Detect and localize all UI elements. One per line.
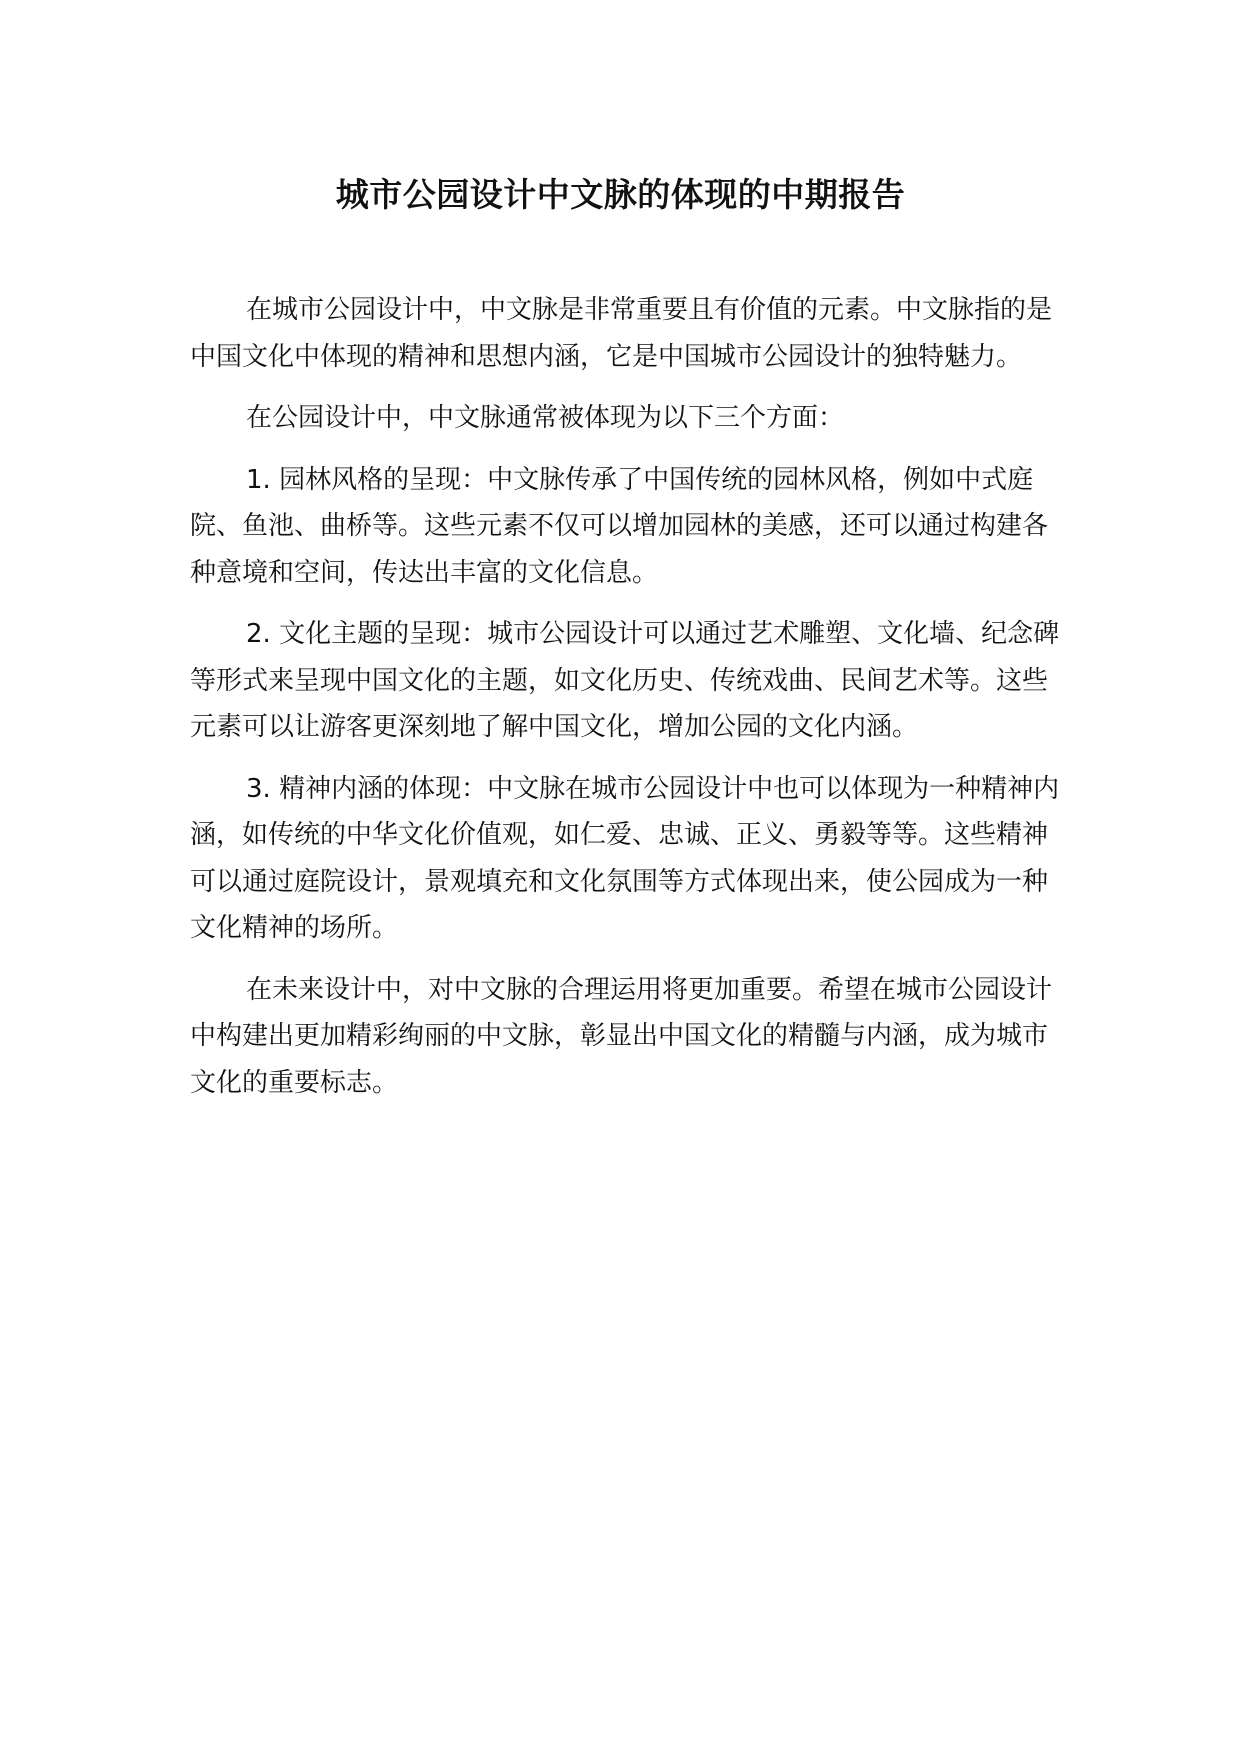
document-body	[190, 287, 1070, 1106]
paragraph-intro: 在城市公园设计中，中文脉是非常重要且有价值的元素。中文脉指的是中国文化中体现的精神和思想内涵，它是中国城市公园设计的独特魅力。	[190, 295, 1053, 372]
paragraph-conclusion: 在未来设计中，对中文脉的合理运用将更加重要。希望在城市公园设计中构建出更加精彩绚丽的中文脉，彰显出中国文化的精髓与内涵，成为城市文化的重要标志。	[190, 974, 1053, 1098]
paragraph-point-2: 2. 文化主题的呈现：城市公园设计可以通过艺术雕塑、文化墙、纪念碑等形式来呈现中国文化的主题，如文化历史、传统戏曲、民间艺术等。这些元素可以让游客更深刻地了解中国文化，增加公园的文化内涵。	[190, 619, 1060, 742]
document-title: 城市公园设计中文脉的体现的中期报告	[335, 175, 906, 214]
paragraph-point-3: 3. 精神内涵的体现：中文脉在城市公园设计中也可以体现为一种精神内涵，如传统的中华文化价值观，如仁爱、忠诚、正义、勇毅等等。这些精神可以通过庭院设计，景观填充和文化氛围等方式体现出来，使公园成为一种文化精神的场所。	[190, 773, 1060, 943]
paragraph-point-1: 1. 园林风格的呈现：中文脉传承了中国传统的园林风格，例如中式庭院、鱼池、曲桥等。这些元素不仅可以增加园林的美感，还可以通过构建各种意境和空间，传达出丰富的文化信息。	[190, 464, 1049, 588]
paragraph-overview: 在公园设计中，中文脉通常被体现为以下三个方面：	[246, 403, 845, 433]
